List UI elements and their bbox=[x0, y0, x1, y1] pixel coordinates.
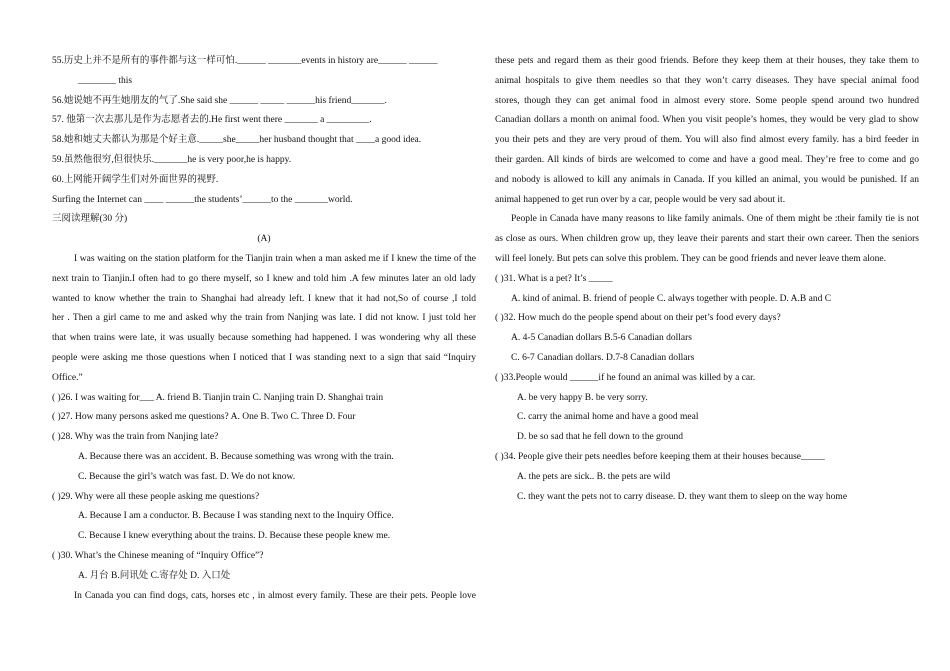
question-56: 56.她说她不再生她朋友的气了.She said she ______ _____ ______his friend_______. bbox=[52, 95, 387, 106]
question-57: 57. 他第一次去那儿是作为志愿者去的.He first went there _______ a _________. bbox=[52, 115, 372, 126]
question-26: ( )26. I was waiting for___ A. friend B. Tianjin train C. Nanjing train D. Shanghai train bbox=[52, 392, 384, 403]
question-30: ( )30. What’s the Chinese meaning of “Inquiry Office”? bbox=[52, 550, 264, 561]
question-60-line-1: 60.上网能开阔学生们对外面世界的视野. bbox=[52, 174, 219, 185]
question-33-options: A. be very happy B. be very sorry. bbox=[517, 392, 648, 403]
question-33: ( )33.People would ______if he found an animal was killed by a car. bbox=[495, 372, 756, 383]
question-32-options: A. 4-5 Canadian dollars B.5-6 Canadian dollars bbox=[511, 333, 692, 344]
question-31: ( )31. What is a pet? It’s _____ bbox=[495, 273, 613, 284]
passage-a-line: wanted to know whether the train to Shanghai had already left. I knew that it had not,So of course ,I told bbox=[52, 293, 476, 304]
passage-b2-line: will feel lonely. But pets can solve this problem. They can be good friends and never leave them alone. bbox=[495, 253, 886, 264]
question-27: ( )27. How many persons asked me questions? A. One B. Two C. Three D. Four bbox=[52, 412, 356, 423]
question-33-options: C. carry the animal home and have a good meal bbox=[517, 412, 699, 423]
passage-b-line: stores, though they can get animal food in almost every store. Some people spend around two hundred bbox=[495, 95, 919, 106]
passage-a-line: that when trains were late, it was usually because something had happened. I was wondering why all these bbox=[52, 333, 476, 344]
question-31-options: A. kind of animal. B. friend of people C. always together with people. D. A.B and C bbox=[511, 293, 832, 304]
question-34: ( )34. People give their pets needles before keeping them at their houses because_____ bbox=[495, 451, 825, 462]
passage-a-line: her . Then a girl came to me and asked why the train from Nanjing was late. I did not know. I just told her bbox=[52, 313, 476, 324]
passage-b-line: animal happened to get run over by a car, people would be very sad about it. bbox=[495, 194, 786, 205]
question-29-options: A. Because I am a conductor. B. Because I was standing next to the Inquiry Office. bbox=[78, 511, 394, 522]
question-58: 58.她和她丈夫都认为那是个好主意._____she_____her husband thought that ____a good idea. bbox=[52, 135, 422, 146]
question-30-options: A. 月台 B.问讯处 C.寄存处 D. 入口处 bbox=[78, 570, 231, 581]
passage-a-line: I was waiting on the station platform for the Tianjin train when a man asked me if I knew the time of the bbox=[74, 253, 476, 264]
right-column bbox=[495, 52, 919, 507]
left-column bbox=[52, 52, 476, 606]
question-33-options: D. be so sad that he fell down to the ground bbox=[517, 432, 683, 443]
passage-b-line: Canadian dollars a month on animal food. When you visit people’s homes, they would be very glad to show bbox=[495, 115, 919, 126]
question-28-options: C. Because the girl’s watch was fast. D. We do not know. bbox=[78, 471, 296, 482]
passage-b2-line: People in Canada have many reasons to like family animals. One of them might be :their family tie is not bbox=[511, 214, 919, 225]
passage-b-line: animal hospitals to give them needles so that they won’t carry diseases. They have special animal food bbox=[495, 75, 919, 86]
question-28: ( )28. Why was the train from Nanjing late? bbox=[52, 432, 219, 443]
question-29: ( )29. Why were all these people asking me questions? bbox=[52, 491, 260, 502]
passage-b-line: In Canada you can find dogs, cats, horses etc , in almost every family. These are their pets. People love bbox=[74, 590, 476, 601]
question-34-options: C. they want the pets not to carry disease. D. they want them to sleep on the way home bbox=[517, 491, 848, 502]
question-32: ( )32. How much do the people spend about on their pet’s food every days? bbox=[495, 313, 781, 324]
section-title: 三阅读理解(30 分) bbox=[52, 214, 128, 225]
question-32-options: C. 6-7 Canadian dollars. D.7-8 Canadian dollars bbox=[511, 352, 695, 363]
passage-b-line: these pets and regard them as their good friends. Before they keep them at their houses, they take them to bbox=[495, 56, 919, 66]
question-59: 59.虽然他很穷,但很快乐._______he is very poor,he is happy. bbox=[52, 154, 292, 165]
passage-b-line: you their pets and they are very proud of them. You will also find almost every family. has a bird feeder in bbox=[495, 135, 919, 146]
passage-a-line: Office.” bbox=[52, 372, 83, 383]
passage-b-line: their garden. All kinds of birds are welcomed to come and have a good meal. They’re free to come and go bbox=[495, 154, 919, 165]
question-29-options: C. Because I knew everything about the trains. D. Because these people knew me. bbox=[78, 531, 391, 542]
question-60-line-2: Surfing the Internet can ____ ______the students’______to the _______world. bbox=[52, 194, 353, 205]
passage-a-line: people were asking me those questions when I noticed that I was standing next to a sign that said “Inquiry bbox=[52, 352, 476, 363]
question-34-options: A. the pets are sick.. B. the pets are wild bbox=[517, 471, 671, 482]
passage-label: (A) bbox=[257, 234, 271, 245]
passage-b-line: and nobody is allowed to kill any animals in Canada. If you killed an animal, you would be punished. If an bbox=[495, 174, 919, 185]
question-55-line-2: ________ this bbox=[78, 75, 133, 86]
question-55-line-1: 55.历史上并不是所有的事件都与这一样可怕.______ _______events in history are______ ______ bbox=[52, 56, 438, 66]
passage-b2-line: as close as ours. When children grow up, they leave their parents and start their own career. Then the seniors bbox=[495, 234, 919, 245]
question-28-options: A. Because there was an accident. B. Because something was wrong with the train. bbox=[78, 451, 394, 462]
passage-a-line: next train to Tianjin.I often had to go there myself, so I knew and told him .A few minutes later an old lady bbox=[52, 273, 476, 284]
